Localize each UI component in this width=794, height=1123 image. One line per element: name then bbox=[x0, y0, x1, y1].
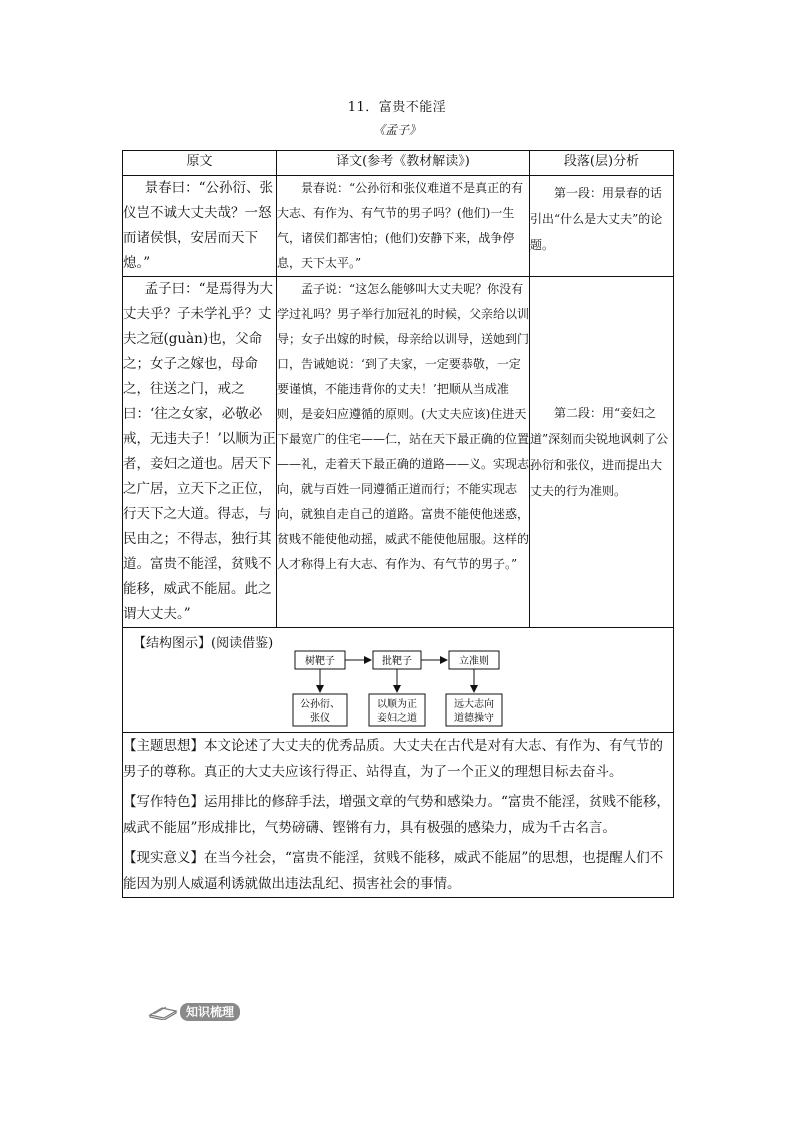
diagram-bottom-label: 道德操守 bbox=[454, 713, 494, 724]
summary-cell bbox=[123, 733, 674, 898]
book-pen-icon bbox=[148, 1004, 178, 1020]
translation-text-cell: 景春说：“公孙衍和张仪难道不是真正的有大志、有作为、有气节的男子吗？(他们)一生气，诸侯们都害怕；(他们)安静下来，战争停息，天下太平。” bbox=[277, 176, 530, 277]
analysis-text-cell: 第一段：用景春的话引出“什么是大丈夫”的论题。 bbox=[530, 176, 674, 277]
table-row bbox=[123, 176, 674, 277]
diagram-row bbox=[123, 628, 674, 733]
header-original: 原文 bbox=[123, 151, 277, 176]
summary-row bbox=[123, 733, 674, 898]
summary-tag: 【写作特色】 bbox=[123, 794, 204, 810]
diagram-bottom-label: 妾妇之道 bbox=[377, 713, 417, 724]
summary-text: 本文论述了大丈夫的优秀品质。大丈夫在古代是对有大志、有作为、有气节的男子的尊称。真正的大丈夫应该行得正、站得直，为了一个正义的理想目标去奋斗。 bbox=[123, 738, 663, 780]
summary-tag: 【现实意义】 bbox=[123, 850, 204, 866]
diagram-bottom-label: 远大志向 bbox=[454, 699, 494, 710]
header-analysis: 段落(层)分析 bbox=[530, 151, 674, 176]
diagram-bottom-label: 张仪 bbox=[310, 713, 330, 724]
summary-text: 在当今社会，“富贵不能淫，贫贱不能移，威武不能屈”的思想，也提醒人们不能因为别人威逼利诱就做出违法乱纪、损害社会的事情。 bbox=[123, 850, 664, 892]
page-title: 11．富贵不能淫 bbox=[347, 100, 447, 115]
summary-paragraph bbox=[123, 789, 673, 841]
summary-tag: 【主题思想】 bbox=[123, 738, 204, 754]
original-text-cell: 孟子曰：“是焉得为大丈夫乎？子未学礼乎？丈夫之冠(guàn)也，父命之；女子之嫁也，母命之，往送之门，戒之曰：‘往之女家，必敬必戒，无违夫子！’以顺为正者，妾妇之道也。居天下之广居，立天下之正位，行天下之大道。得志，与民由之；不得志，独行其道。富贵不能淫，贫贱不能移，威武不能屈。此之谓大丈夫。” bbox=[123, 277, 277, 628]
original-text-cell: 景春曰：“公孙衍、张仪岂不诚大丈夫哉？一怒而诸侯惧，安居而天下熄。” bbox=[123, 176, 277, 277]
summary-paragraph bbox=[123, 733, 673, 785]
table-row bbox=[123, 277, 674, 628]
translation-text-cell: 孟子说：“这怎么能够叫大丈夫呢？你没有学过礼吗？男子举行加冠礼的时候，父亲给以训导；女子出嫁的时候，母亲给以训导，送她到门口，告诫她说：‘到了夫家，一定要恭敬，一定要谨慎，不能违背你的丈夫！’把顺从当成准则，是妾妇应遵循的原则。(大丈夫应该)住进天下最宽广的住宅——仁，站在天下最正确的位置——礼，走着天下最正确的道路——义。实现志向，就与百姓一同遵循正道而行；不能实现志向，就独自走自己的道路。富贵不能使他迷惑，贫贱不能使他动摇，威武不能使他屈服。这样的人才称得上有大志、有作为、有气节的男子。” bbox=[277, 277, 530, 628]
diagram-top-label: 立准则 bbox=[459, 656, 489, 667]
table-header-row bbox=[123, 151, 674, 176]
diagram-top-label: 批靶子 bbox=[382, 656, 412, 667]
page-subtitle: 《孟子》 bbox=[372, 123, 421, 137]
diagram-heading: 【结构图示】(阅读借鉴) bbox=[133, 636, 274, 651]
structure-diagram-cell bbox=[123, 628, 674, 733]
summary-paragraph bbox=[123, 845, 673, 897]
diagram-top-label: 树靶子 bbox=[305, 656, 335, 667]
diagram-bottom-label: 以顺为正 bbox=[377, 699, 417, 710]
summary-text: 运用排比的修辞手法，增强文章的气势和感染力。“富贵不能淫，贫贱不能移，威武不能屈”形成排比，气势磅礴、铿锵有力，具有极强的感染力，成为千古名言。 bbox=[123, 794, 670, 836]
section-badge-label: 知识梳理 bbox=[180, 1003, 240, 1021]
header-translation: 译文(参考《教材解读》) bbox=[277, 151, 530, 176]
analysis-text-cell: 第二段：用“妾妇之道”深刻而尖锐地讽刺了公孙衍和张仪，进而提出大丈夫的行为准则。 bbox=[530, 277, 674, 628]
text-analysis-table bbox=[122, 150, 674, 898]
diagram-bottom-label: 公孙衍、 bbox=[300, 699, 340, 710]
section-badge bbox=[148, 1002, 240, 1022]
